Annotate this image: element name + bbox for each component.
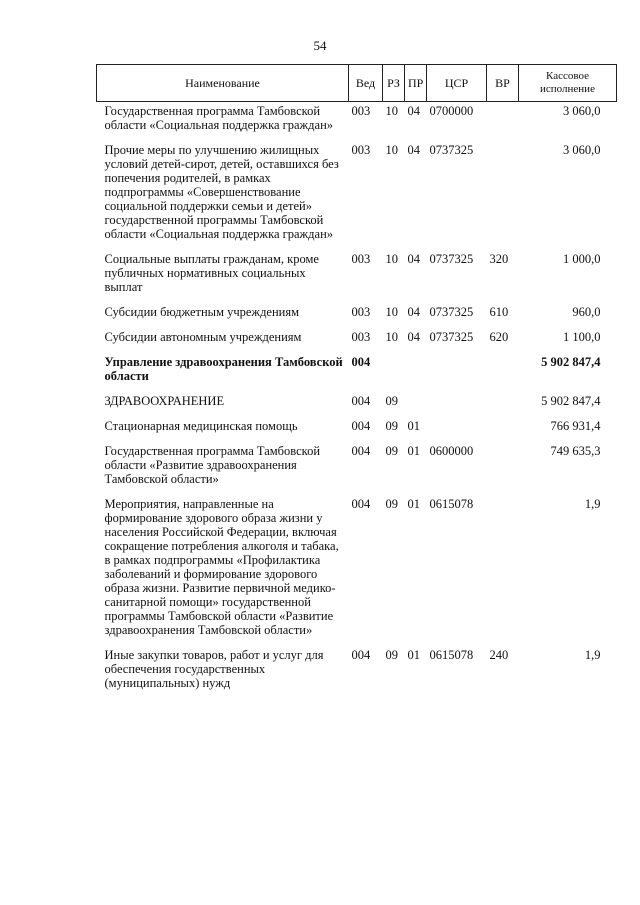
row-vr: 610 [489,305,509,319]
row-rz: 10 [385,305,398,319]
row-name: Стационарная медицинская помощь [104,419,298,433]
row-amount: 5 902 847,4 [541,355,601,369]
row-pr: 01 [407,497,420,511]
row-vr: 320 [489,252,509,266]
row-amount: 766 931,4 [550,419,601,433]
row-ved: 004 [351,419,371,433]
table-row [97,442,617,489]
row-name: Управление здравоохранения Тамбовской области [104,355,343,383]
row-csr [427,417,487,436]
row-csr: 0737325 [429,305,474,319]
row-pr: 01 [407,444,420,458]
row-csr: 0615078 [429,497,474,511]
header-pr: ПР [405,65,427,102]
row-pr: 04 [407,330,420,344]
row-vr [487,141,519,244]
header-name: Наименование [97,65,349,102]
header-rz: РЗ [383,65,405,102]
table-row [97,250,617,297]
row-ved: 003 [351,104,371,118]
row-rz: 09 [385,497,398,511]
row-ved: 003 [351,143,371,157]
row-csr: 0600000 [429,444,474,458]
row-name: ЗДРАВООХРАНЕНИЕ [104,394,225,408]
row-rz: 10 [385,143,398,157]
table-row [97,303,617,322]
row-pr: 04 [407,252,420,266]
row-rz: 09 [385,648,398,662]
row-ved: 003 [351,330,371,344]
row-ved: 004 [351,444,371,458]
row-pr: 01 [407,648,420,662]
table-row [97,646,617,693]
row-vr [487,495,519,640]
row-amount: 749 635,3 [550,444,601,458]
row-amount: 5 902 847,4 [541,394,601,408]
row-rz: 10 [385,252,398,266]
row-name: Социальные выплаты гражданам, кроме публичных нормативных социальных выплат [104,252,319,294]
row-rz: 09 [385,394,398,408]
row-csr: 0737325 [429,330,474,344]
row-vr [487,102,519,136]
table-row [97,141,617,244]
row-amount: 1 100,0 [563,330,601,344]
row-rz: 10 [385,104,398,118]
row-ved: 003 [351,252,371,266]
row-vr: 240 [489,648,509,662]
row-vr [487,392,519,411]
row-ved: 004 [351,648,371,662]
row-amount: 1,9 [584,648,601,662]
row-spacer-cell [97,693,617,699]
row-amount: 3 060,0 [563,104,601,118]
row-vr [487,353,519,386]
row-csr: 0700000 [429,104,474,118]
header-vr: ВР [487,65,519,102]
header-csr: ЦСР [427,65,487,102]
header-ved: Вед [349,65,383,102]
row-pr: 04 [407,143,420,157]
row-csr [427,353,487,386]
table-row [97,392,617,411]
row-amount: 3 060,0 [563,143,601,157]
table-row [97,417,617,436]
row-pr: 01 [407,419,420,433]
table-header [97,65,617,102]
row-name: Государственная программа Тамбовской области «Развитие здравоохранения Тамбовской области» [104,444,321,486]
table-body [97,102,617,700]
row-name: Прочие меры по улучшению жилищных условий детей-сирот, детей, оставшихся без попечения родителей, в рамках подпрограммы «Совершенствование социальной поддержки семьи и детей» государственной программы Тамбовской области «Социальная поддержка граждан» [104,143,339,241]
table-row [97,102,617,136]
row-csr [427,392,487,411]
row-ved: 004 [351,394,371,408]
row-amount: 1,9 [584,497,601,511]
row-amount: 960,0 [572,305,601,319]
row-rz: 09 [385,419,398,433]
table-row [97,353,617,386]
page-number: 54 [313,38,327,53]
table-row [97,328,617,347]
row-pr: 04 [407,305,420,319]
row-vr [487,417,519,436]
row-csr: 0737325 [429,143,474,157]
row-amount: 1 000,0 [563,252,601,266]
row-spacer [97,693,617,699]
row-pr: 04 [407,104,420,118]
row-name: Иные закупки товаров, работ и услуг для обеспечения государственных (муниципальных) нужд [104,648,324,690]
row-ved: 003 [351,305,371,319]
row-csr: 0615078 [429,648,474,662]
row-pr [405,353,427,386]
row-vr [487,442,519,489]
budget-table [96,64,617,699]
header-amount: Кассовое исполнение [519,65,617,102]
row-name: Государственная программа Тамбовской области «Социальная поддержка граждан» [104,104,334,132]
row-pr [405,392,427,411]
row-rz [383,353,405,386]
row-rz: 10 [385,330,398,344]
table-row [97,495,617,640]
row-ved: 004 [351,355,371,369]
row-rz: 09 [385,444,398,458]
row-vr: 620 [489,330,509,344]
row-name: Субсидии бюджетным учреждениям [104,305,300,319]
row-name: Субсидии автономным учреждениям [104,330,302,344]
row-ved: 004 [351,497,371,511]
row-csr: 0737325 [429,252,474,266]
row-name: Мероприятия, направленные на формирование здорового образа жизни у населения Российской Федерации, включая сокращение потребления алкоголя и табака, в рамках подпрограммы «Профилактика заболеваний и формирование здорового образа жизни. Развитие первичной медико-санитарной помощи» государственной программы Тамбовской области «Развитие здравоохранения Тамбовской области» [104,497,339,637]
